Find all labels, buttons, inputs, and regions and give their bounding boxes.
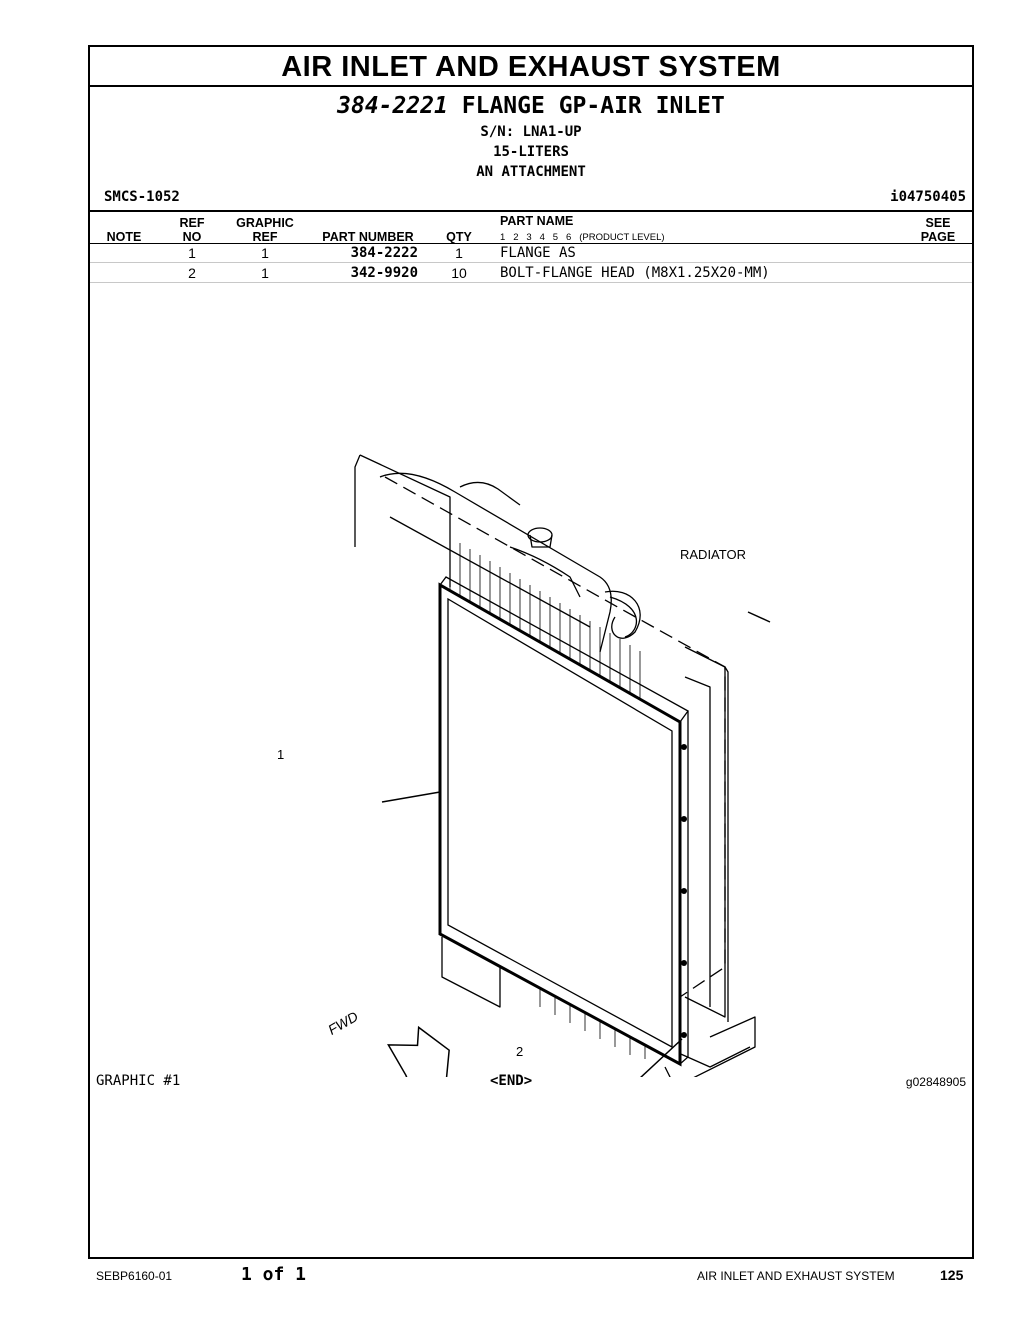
row-divider bbox=[90, 262, 972, 263]
engine-size: 15-LITERS bbox=[493, 144, 569, 160]
row-part-number: 342-9920 bbox=[350, 265, 418, 281]
header-see-page-line1: SEE bbox=[925, 216, 951, 230]
header-see-page bbox=[918, 216, 958, 244]
graphic-label: GRAPHIC #1 bbox=[96, 1073, 181, 1089]
callout-radiator: RADIATOR bbox=[680, 547, 746, 562]
header-part-number: PART NUMBER bbox=[322, 230, 414, 244]
fwd-label: FWD bbox=[325, 1008, 361, 1038]
illustration-id: i04750405 bbox=[890, 189, 966, 205]
header-ref-no bbox=[172, 216, 212, 244]
row-part-name: BOLT-FLANGE HEAD (M8X1.25X20-MM) bbox=[500, 265, 770, 281]
row-part-number: 384-2222 bbox=[350, 245, 418, 261]
footer-section: AIR INLET AND EXHAUST SYSTEM bbox=[697, 1269, 895, 1283]
smcs-code: SMCS-1052 bbox=[104, 189, 180, 205]
callout-2: 2 bbox=[516, 1044, 524, 1059]
forward-arrow-icon bbox=[387, 1020, 472, 1077]
header-qty: QTY bbox=[446, 230, 472, 244]
callout-1: 1 bbox=[277, 747, 285, 762]
header-ref-no-line2: NO bbox=[182, 230, 202, 244]
group-type: AN ATTACHMENT bbox=[476, 164, 586, 180]
table-top-rule bbox=[90, 210, 972, 212]
graphic-id: g02848905 bbox=[905, 1075, 966, 1089]
doc-number: SEBP6160-01 bbox=[96, 1269, 173, 1283]
header-see-page-line2: PAGE bbox=[920, 230, 956, 244]
row-qty: 10 bbox=[451, 265, 467, 281]
header-ref-no-line1: REF bbox=[179, 216, 205, 230]
end-marker: <END> bbox=[490, 1073, 533, 1089]
serial-number: S/N: LNA1-UP bbox=[480, 124, 582, 140]
header-graphic-ref bbox=[230, 216, 300, 244]
row-graphic-ref: 1 bbox=[261, 245, 269, 261]
radiator-illustration bbox=[270, 447, 910, 1077]
row-graphic-ref: 1 bbox=[261, 265, 269, 281]
header-graphic-ref-line2: REF bbox=[252, 230, 278, 244]
group-name: FLANGE GP-AIR INLET bbox=[461, 93, 725, 119]
row-ref-no: 1 bbox=[188, 245, 196, 261]
row-qty: 1 bbox=[455, 245, 463, 261]
page-title: AIR INLET AND EXHAUST SYSTEM bbox=[90, 47, 972, 87]
page-frame bbox=[88, 45, 974, 1259]
table-header-rule bbox=[90, 243, 972, 244]
header-graphic-ref-line1: GRAPHIC bbox=[236, 216, 294, 230]
row-divider bbox=[90, 282, 972, 283]
row-part-name: FLANGE AS bbox=[500, 245, 576, 261]
group-heading bbox=[90, 93, 972, 119]
page-number: 125 bbox=[940, 1267, 964, 1283]
header-product-level: 1 2 3 4 5 6 (PRODUCT LEVEL) bbox=[500, 232, 665, 243]
header-note: NOTE bbox=[106, 230, 142, 244]
row-ref-no: 2 bbox=[188, 265, 196, 281]
header-part-name: PART NAME bbox=[500, 214, 574, 228]
group-number: 384-2221 bbox=[337, 93, 448, 119]
page-of: 1 of 1 bbox=[241, 1264, 307, 1285]
